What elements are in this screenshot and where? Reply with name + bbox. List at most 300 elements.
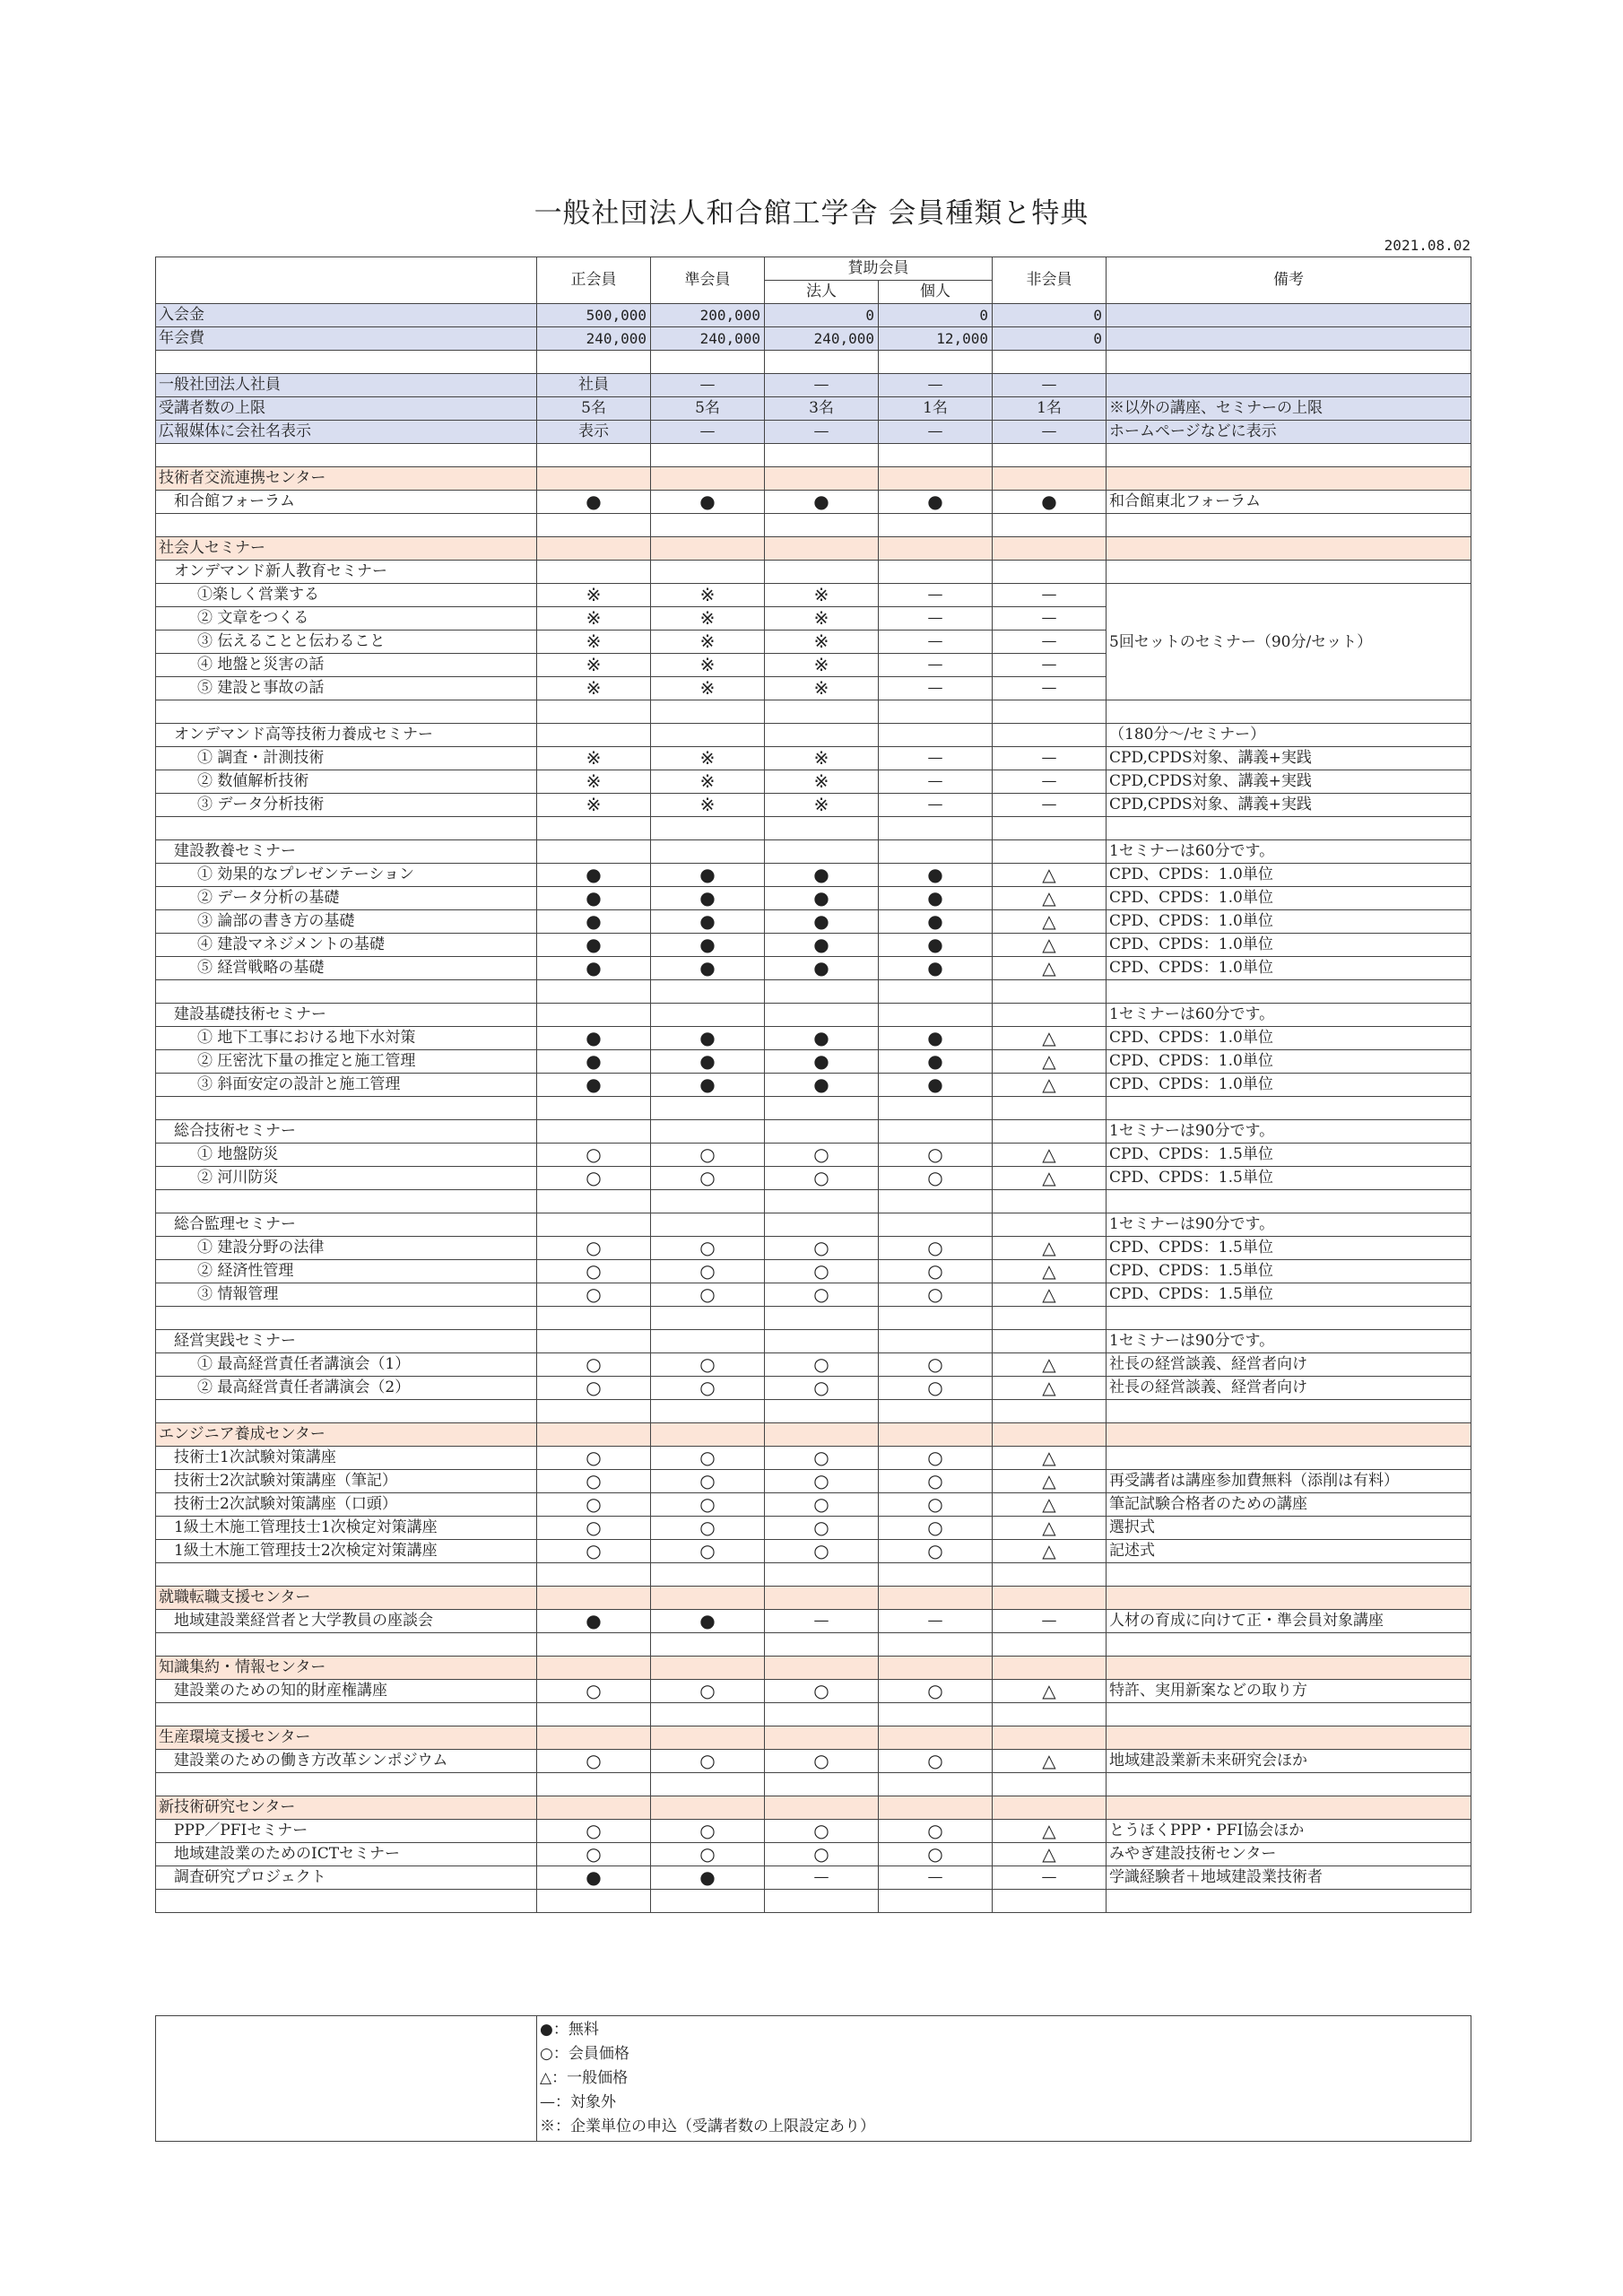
value-cell: ○ <box>879 1750 993 1773</box>
value-cell: — <box>765 421 879 444</box>
empty-cell <box>537 1633 651 1657</box>
value-cell: ○ <box>651 1353 765 1377</box>
value-cell: 社員 <box>537 374 651 397</box>
value-cell: — <box>879 747 993 770</box>
empty-cell <box>537 1796 651 1820</box>
empty-cell <box>651 351 765 374</box>
value-cell: ○ <box>765 1237 879 1260</box>
value-cell: ○ <box>879 1517 993 1540</box>
empty-cell <box>879 1796 993 1820</box>
empty-cell <box>1107 1307 1471 1330</box>
value-cell: ● <box>537 864 651 887</box>
empty-cell <box>765 467 879 491</box>
value-cell: △ <box>993 887 1107 910</box>
empty-cell <box>156 1633 537 1657</box>
value-cell: — <box>879 584 993 607</box>
remark-cell: ホームページなどに表示 <box>1107 421 1471 444</box>
empty-cell <box>993 724 1107 747</box>
table-row <box>156 1283 1471 1307</box>
empty-cell <box>765 444 879 467</box>
header-regular-member: 正会員 <box>537 257 651 304</box>
table-row <box>156 1237 1471 1260</box>
value-cell: ● <box>879 1050 993 1074</box>
empty-cell <box>156 444 537 467</box>
empty-cell <box>651 1563 765 1587</box>
empty-cell <box>879 514 993 537</box>
value-cell: ○ <box>537 1237 651 1260</box>
empty-cell <box>879 1633 993 1657</box>
row-label: 総合監理セミナー <box>156 1213 537 1237</box>
row-label: 地域建設業のためのICTセミナー <box>156 1843 537 1866</box>
section-title: 新技術研究センター <box>156 1796 537 1820</box>
remark-cell: 1セミナーは60分です。 <box>1107 1004 1471 1027</box>
value-cell: ○ <box>651 1470 765 1493</box>
empty-cell <box>879 1400 993 1423</box>
table-row <box>156 1330 1471 1353</box>
empty-cell <box>765 1890 879 1913</box>
membership-benefits-table <box>155 257 1471 1913</box>
value-cell: △ <box>993 1680 1107 1703</box>
empty-cell <box>537 444 651 467</box>
remark-cell: 記述式 <box>1107 1540 1471 1563</box>
empty-cell <box>879 840 993 864</box>
value-cell: ○ <box>765 1843 879 1866</box>
value-cell: 240,000 <box>651 327 765 351</box>
value-cell: △ <box>993 1074 1107 1097</box>
empty-cell <box>156 514 537 537</box>
table-row <box>156 397 1471 421</box>
value-cell: ※ <box>765 631 879 654</box>
row-label: ④ 地盤と災害の話 <box>156 654 537 677</box>
table-row <box>156 1377 1471 1400</box>
empty-cell <box>765 1004 879 1027</box>
empty-cell <box>879 700 993 724</box>
empty-cell <box>537 1190 651 1213</box>
empty-cell <box>537 537 651 561</box>
value-cell: ● <box>765 1074 879 1097</box>
value-cell: — <box>879 794 993 817</box>
value-cell: ● <box>879 887 993 910</box>
value-cell: ● <box>537 934 651 957</box>
value-cell: ※ <box>651 747 765 770</box>
empty-cell <box>1107 1563 1471 1587</box>
value-cell: ※ <box>537 747 651 770</box>
spacer-row <box>156 1307 1471 1330</box>
table-row <box>156 794 1471 817</box>
empty-cell <box>879 817 993 840</box>
table-row <box>156 1074 1471 1097</box>
row-label: ③ 論部の書き方の基礎 <box>156 910 537 934</box>
empty-cell <box>1107 561 1471 584</box>
table-row <box>156 864 1471 887</box>
value-cell: — <box>993 677 1107 700</box>
empty-cell <box>537 1890 651 1913</box>
value-cell: ● <box>765 491 879 514</box>
value-cell: ○ <box>765 1680 879 1703</box>
value-cell: ○ <box>765 1260 879 1283</box>
value-cell: ● <box>651 864 765 887</box>
value-cell: ● <box>651 1027 765 1050</box>
empty-cell <box>765 724 879 747</box>
empty-cell <box>879 724 993 747</box>
header-individual: 個人 <box>879 281 993 304</box>
empty-cell <box>1107 351 1471 374</box>
empty-cell <box>879 1120 993 1144</box>
value-cell: △ <box>993 1237 1107 1260</box>
table-row <box>156 910 1471 934</box>
empty-cell <box>651 444 765 467</box>
table-row <box>156 1050 1471 1074</box>
remark-cell: CPD、CPDS：1.0単位 <box>1107 887 1471 910</box>
empty-cell <box>993 467 1107 491</box>
value-cell: ○ <box>765 1493 879 1517</box>
empty-cell <box>156 1890 537 1913</box>
row-label: 建設業のための働き方改革シンポジウム <box>156 1750 537 1773</box>
empty-cell <box>765 1190 879 1213</box>
value-cell: ○ <box>879 1820 993 1843</box>
remark-cell: 筆記試験合格者のための講座 <box>1107 1493 1471 1517</box>
row-label: ② 最高経営責任者講演会（2） <box>156 1377 537 1400</box>
row-label: 建設業のための知的財産権講座 <box>156 1680 537 1703</box>
empty-cell <box>993 1400 1107 1423</box>
value-cell: ○ <box>879 1377 993 1400</box>
remark-cell: 社長の経営談義、経営者向け <box>1107 1353 1471 1377</box>
empty-cell <box>156 817 537 840</box>
value-cell: ※ <box>537 654 651 677</box>
value-cell: — <box>993 654 1107 677</box>
empty-cell <box>765 1120 879 1144</box>
value-cell: ● <box>537 1027 651 1050</box>
empty-cell <box>879 1773 993 1796</box>
empty-cell <box>765 1726 879 1750</box>
remark-cell: 1セミナーは60分です。 <box>1107 840 1471 864</box>
empty-cell <box>651 724 765 747</box>
value-cell: — <box>879 607 993 631</box>
table-row <box>156 1866 1471 1890</box>
header-remarks: 備考 <box>1107 257 1471 304</box>
value-cell: ○ <box>651 1260 765 1283</box>
value-cell: ※ <box>651 677 765 700</box>
table-row <box>156 304 1471 327</box>
value-cell: 0 <box>993 304 1107 327</box>
empty-cell <box>537 840 651 864</box>
header-non-member: 非会員 <box>993 257 1107 304</box>
empty-cell <box>879 467 993 491</box>
empty-cell <box>879 980 993 1004</box>
empty-cell <box>537 700 651 724</box>
value-cell: ※ <box>765 607 879 631</box>
row-label: 受講者数の上限 <box>156 397 537 421</box>
empty-cell <box>765 980 879 1004</box>
empty-cell <box>537 817 651 840</box>
value-cell: △ <box>993 1167 1107 1190</box>
spacer-row <box>156 1703 1471 1726</box>
row-label: 建設教養セミナー <box>156 840 537 864</box>
value-cell: ○ <box>651 1144 765 1167</box>
empty-cell <box>537 561 651 584</box>
value-cell: ● <box>765 1050 879 1074</box>
table-row <box>156 1260 1471 1283</box>
remark-cell <box>1107 304 1471 327</box>
row-label: 経営実践セミナー <box>156 1330 537 1353</box>
empty-cell <box>537 351 651 374</box>
table-row <box>156 421 1471 444</box>
value-cell: ● <box>879 491 993 514</box>
row-label: ① 地盤防災 <box>156 1144 537 1167</box>
value-cell: ● <box>651 1866 765 1890</box>
remark-cell: CPD、CPDS：1.0単位 <box>1107 910 1471 934</box>
empty-cell <box>765 1657 879 1680</box>
remark-cell <box>1107 1447 1471 1470</box>
spacer-row <box>156 351 1471 374</box>
value-cell: ○ <box>537 1447 651 1470</box>
empty-cell <box>993 1587 1107 1610</box>
value-cell: 0 <box>879 304 993 327</box>
value-cell: ● <box>765 957 879 980</box>
empty-cell <box>765 561 879 584</box>
legend-member-price: ○：会員価格 <box>540 2045 629 2063</box>
value-cell: △ <box>993 1283 1107 1307</box>
row-label: 調査研究プロジェクト <box>156 1866 537 1890</box>
empty-cell <box>993 700 1107 724</box>
empty-cell <box>879 1330 993 1353</box>
empty-cell <box>537 1726 651 1750</box>
value-cell: ※ <box>537 631 651 654</box>
empty-cell <box>993 1773 1107 1796</box>
value-cell: ○ <box>537 1540 651 1563</box>
value-cell: ○ <box>537 1680 651 1703</box>
empty-cell <box>879 1703 993 1726</box>
table-row <box>156 1120 1471 1144</box>
value-cell: ※ <box>651 770 765 794</box>
spacer-row <box>156 1097 1471 1120</box>
value-cell: ○ <box>765 1353 879 1377</box>
table-row <box>156 1213 1471 1237</box>
empty-cell <box>765 1330 879 1353</box>
value-cell: ○ <box>537 1353 651 1377</box>
spacer-row <box>156 444 1471 467</box>
table-row <box>156 724 1471 747</box>
empty-cell <box>765 1423 879 1447</box>
value-cell: ○ <box>879 1283 993 1307</box>
empty-cell <box>156 1097 537 1120</box>
value-cell: 240,000 <box>765 327 879 351</box>
value-cell: 12,000 <box>879 327 993 351</box>
table-row <box>156 840 1471 864</box>
row-label: ⑤ 建設と事故の話 <box>156 677 537 700</box>
table-row <box>156 1493 1471 1517</box>
value-cell: — <box>879 374 993 397</box>
empty-cell <box>879 1190 993 1213</box>
table-row <box>156 561 1471 584</box>
empty-cell <box>651 561 765 584</box>
empty-cell <box>537 1563 651 1587</box>
legend-list <box>537 2016 1471 2142</box>
legend-not-applicable: —：対象外 <box>540 2093 616 2111</box>
header-blank <box>156 257 537 304</box>
table-row <box>156 1540 1471 1563</box>
legend-blank <box>156 2016 537 2142</box>
value-cell: △ <box>993 1027 1107 1050</box>
empty-cell <box>993 514 1107 537</box>
row-label: ③ 斜面安定の設計と施工管理 <box>156 1074 537 1097</box>
empty-cell <box>879 561 993 584</box>
remark-cell: CPD、CPDS：1.0単位 <box>1107 1074 1471 1097</box>
row-label: PPP／PFIセミナー <box>156 1820 537 1843</box>
value-cell: ※ <box>537 770 651 794</box>
empty-cell <box>879 1097 993 1120</box>
value-cell: ● <box>993 491 1107 514</box>
row-label: ① 調査・計測技術 <box>156 747 537 770</box>
value-cell: ○ <box>879 1167 993 1190</box>
value-cell: 1名 <box>993 397 1107 421</box>
section-header-row <box>156 1726 1471 1750</box>
spacer-row <box>156 514 1471 537</box>
empty-cell <box>765 840 879 864</box>
remark-cell <box>1107 374 1471 397</box>
empty-cell <box>765 1213 879 1237</box>
remark-cell: CPD、CPDS：1.5単位 <box>1107 1144 1471 1167</box>
row-label: オンデマンド新人教育セミナー <box>156 561 537 584</box>
empty-cell <box>993 1563 1107 1587</box>
value-cell: ● <box>651 491 765 514</box>
value-cell: — <box>993 631 1107 654</box>
value-cell: ○ <box>765 1144 879 1167</box>
table-row <box>156 1750 1471 1773</box>
empty-cell <box>765 1773 879 1796</box>
empty-cell <box>1107 1190 1471 1213</box>
empty-cell <box>651 1190 765 1213</box>
section-header-row <box>156 1587 1471 1610</box>
value-cell: △ <box>993 1750 1107 1773</box>
empty-cell <box>879 1423 993 1447</box>
value-cell: ○ <box>879 1540 993 1563</box>
value-cell: ○ <box>651 1237 765 1260</box>
empty-cell <box>1107 1796 1471 1820</box>
empty-cell <box>879 1726 993 1750</box>
empty-cell <box>537 1587 651 1610</box>
section-header-row <box>156 1423 1471 1447</box>
table-row <box>156 1144 1471 1167</box>
row-label: 広報媒体に会社名表示 <box>156 421 537 444</box>
section-title: 生産環境支援センター <box>156 1726 537 1750</box>
value-cell: 0 <box>765 304 879 327</box>
value-cell: ○ <box>537 1144 651 1167</box>
value-cell: ○ <box>651 1820 765 1843</box>
remark-cell: 人材の育成に向けて正・準会員対象講座 <box>1107 1610 1471 1633</box>
section-header-row <box>156 467 1471 491</box>
value-cell: ○ <box>651 1680 765 1703</box>
row-label: 建設基礎技術セミナー <box>156 1004 537 1027</box>
empty-cell <box>1107 1587 1471 1610</box>
empty-cell <box>993 817 1107 840</box>
value-cell: ※ <box>765 770 879 794</box>
empty-cell <box>651 467 765 491</box>
value-cell: △ <box>993 1353 1107 1377</box>
value-cell: ○ <box>765 1167 879 1190</box>
remark-cell: CPD、CPDS：1.0単位 <box>1107 957 1471 980</box>
empty-cell <box>1107 1400 1471 1423</box>
remark-cell: 1セミナーは90分です。 <box>1107 1330 1471 1353</box>
value-cell: ○ <box>765 1820 879 1843</box>
empty-cell <box>1107 980 1471 1004</box>
value-cell: ○ <box>537 1470 651 1493</box>
empty-cell <box>156 1190 537 1213</box>
empty-cell <box>537 1400 651 1423</box>
value-cell: — <box>993 770 1107 794</box>
row-label: 入会金 <box>156 304 537 327</box>
row-label: ① 建設分野の法律 <box>156 1237 537 1260</box>
table-row <box>156 747 1471 770</box>
table-row <box>156 1843 1471 1866</box>
value-cell: — <box>651 421 765 444</box>
value-cell: ● <box>651 910 765 934</box>
value-cell: △ <box>993 1050 1107 1074</box>
value-cell: 5名 <box>651 397 765 421</box>
row-label: オンデマンド高等技術力養成セミナー <box>156 724 537 747</box>
value-cell: ○ <box>765 1517 879 1540</box>
empty-cell <box>879 351 993 374</box>
row-label: 年会費 <box>156 327 537 351</box>
value-cell: ※ <box>651 584 765 607</box>
remark-cell: みやぎ建設技術センター <box>1107 1843 1471 1866</box>
empty-cell <box>651 1004 765 1027</box>
value-cell: ● <box>765 910 879 934</box>
value-cell: 500,000 <box>537 304 651 327</box>
value-cell: ● <box>651 1074 765 1097</box>
value-cell: ○ <box>765 1447 879 1470</box>
value-cell: ● <box>537 1866 651 1890</box>
empty-cell <box>879 537 993 561</box>
value-cell: ● <box>537 1074 651 1097</box>
value-cell: ● <box>651 934 765 957</box>
table-row <box>156 1517 1471 1540</box>
value-cell: ○ <box>651 1167 765 1190</box>
value-cell: — <box>765 374 879 397</box>
empty-cell <box>1107 1703 1471 1726</box>
header-supporting-member: 賛助会員 <box>765 257 993 281</box>
spacer-row <box>156 1563 1471 1587</box>
table-row <box>156 1027 1471 1050</box>
empty-cell <box>651 1796 765 1820</box>
value-cell: ● <box>537 887 651 910</box>
empty-cell <box>1107 514 1471 537</box>
table-row <box>156 327 1471 351</box>
empty-cell <box>651 817 765 840</box>
value-cell: 3名 <box>765 397 879 421</box>
value-cell: △ <box>993 1493 1107 1517</box>
empty-cell <box>1107 537 1471 561</box>
value-cell: ● <box>765 934 879 957</box>
empty-cell <box>1107 1773 1471 1796</box>
table-row <box>156 934 1471 957</box>
spacer-row <box>156 817 1471 840</box>
section-header-row <box>156 1796 1471 1820</box>
row-label: ④ 建設マネジメントの基礎 <box>156 934 537 957</box>
value-cell: 1名 <box>879 397 993 421</box>
value-cell: ○ <box>537 1283 651 1307</box>
value-cell: ○ <box>765 1750 879 1773</box>
value-cell: ○ <box>651 1447 765 1470</box>
value-cell: — <box>879 631 993 654</box>
empty-cell <box>765 817 879 840</box>
spacer-row <box>156 1190 1471 1213</box>
empty-cell <box>651 1423 765 1447</box>
value-cell: △ <box>993 1517 1107 1540</box>
table-row <box>156 1447 1471 1470</box>
table-row <box>156 1820 1471 1843</box>
row-label: ② 数値解析技術 <box>156 770 537 794</box>
